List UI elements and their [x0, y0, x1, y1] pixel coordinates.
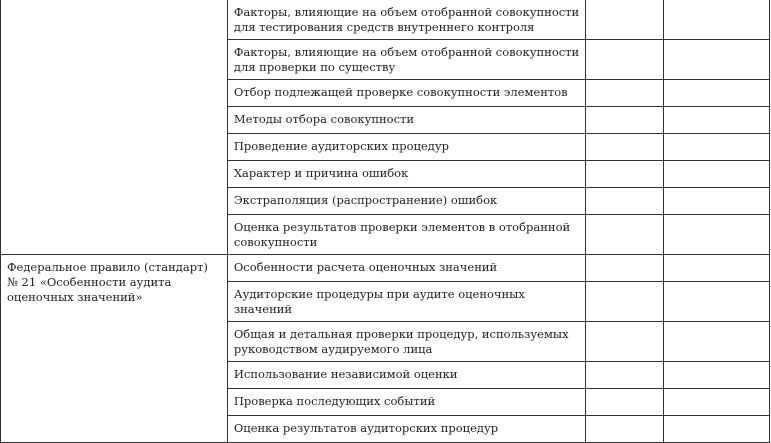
- empty-cell: [663, 107, 769, 134]
- empty-cell: [663, 282, 769, 322]
- topic-cell: Экстраполяция (распространение) ошибок: [227, 188, 585, 215]
- topic-cell: Аудиторские процедуры при аудите оценочных значений: [227, 282, 585, 322]
- empty-cell: [586, 134, 663, 161]
- empty-cell: [586, 416, 663, 443]
- standard-cell: [1, 0, 228, 255]
- topic-cell: Особенности расчета оценочных значений: [227, 255, 585, 282]
- empty-cell: [663, 362, 769, 389]
- topic-cell: Характер и причина ошибок: [227, 161, 585, 188]
- empty-cell: [663, 0, 769, 40]
- empty-cell: [663, 255, 769, 282]
- empty-cell: [586, 80, 663, 107]
- table-body: [1, 0, 770, 443]
- empty-cell: [586, 107, 663, 134]
- topic-cell: Использование независимой оценки: [227, 362, 585, 389]
- empty-cell: [663, 40, 769, 80]
- empty-cell: [663, 322, 769, 362]
- topic-cell: Оценка результатов аудиторских процедур: [227, 416, 585, 443]
- empty-cell: [586, 161, 663, 188]
- empty-cell: [663, 389, 769, 416]
- empty-cell: [663, 80, 769, 107]
- table-row: [1, 0, 770, 40]
- empty-cell: [586, 389, 663, 416]
- empty-cell: [663, 161, 769, 188]
- topic-cell: Отбор подлежащей проверке совокупности элементов: [227, 80, 585, 107]
- empty-cell: [663, 416, 769, 443]
- empty-cell: [663, 188, 769, 215]
- empty-cell: [586, 282, 663, 322]
- topic-cell: Проверка последующих событий: [227, 389, 585, 416]
- topic-cell: Общая и детальная проверки процедур, используемых руководством аудируемого лица: [227, 322, 585, 362]
- topic-cell: Проведение аудиторских процедур: [227, 134, 585, 161]
- table-row: [1, 255, 770, 282]
- standard-cell: Федеральное правило (стандарт) № 21 «Особенности аудита оценочных значений»: [1, 255, 228, 443]
- empty-cell: [586, 215, 663, 255]
- empty-cell: [586, 255, 663, 282]
- empty-cell: [586, 40, 663, 80]
- empty-cell: [663, 215, 769, 255]
- topic-cell: Факторы, влияющие на объем отобранной совокупности для тестирования средств внутреннего контроля: [227, 0, 585, 40]
- topic-cell: Оценка результатов проверки элементов в отобранной совокупности: [227, 215, 585, 255]
- empty-cell: [586, 362, 663, 389]
- empty-cell: [663, 134, 769, 161]
- empty-cell: [586, 0, 663, 40]
- empty-cell: [586, 322, 663, 362]
- topic-cell: Методы отбора совокупности: [227, 107, 585, 134]
- empty-cell: [586, 188, 663, 215]
- topic-cell: Факторы, влияющие на объем отобранной совокупности для проверки по существу: [227, 40, 585, 80]
